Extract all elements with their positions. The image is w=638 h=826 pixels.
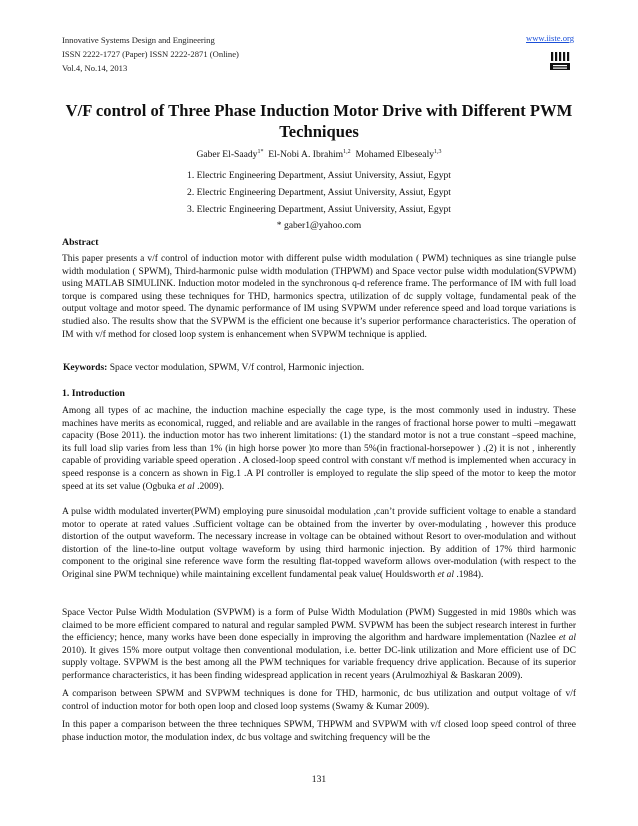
intro-paragraph-2-end: .1984). — [454, 569, 484, 580]
author-line — [62, 149, 576, 160]
journal-name: Innovative Systems Design and Engineering — [62, 35, 215, 45]
page-number: 131 — [311, 774, 327, 785]
keywords-text: Space vector modulation, SPWM, V/f control, Harmonic injection. — [109, 363, 365, 373]
abstract-heading: Abstract — [62, 237, 99, 248]
author-email: * gaber1@yahoo.com — [276, 220, 362, 231]
intro-paragraph-3-text: Space Vector Pulse Width Modulation (SVPWM) is a form of Pulse Width Modulation (PWM) Suggested in mid 1980s which was claimed to be more efficient compared to natural and regular sampled PWM. SVPWM has been the subject research interest in further the efficiency; hence, many works have been done especially in improving the algorithm and hardware implementation (Nazlee — [62, 608, 576, 644]
abstract-text: This paper presents a v/f control of induction motor with different pulse width modulation ( PWM) techniques as sine triangle pulse width modulation ( SPWM), Third-harmonic pulse width modulation (THPWM) and Space vector pulse width modulation(SVPWM) using MATLAB SIMULINK. Induction motor modeled in the synchronous q-d reference frame. The performance of IM with full load torque is compared using these techniques for THD, harmonics spectra, utilization of dc supply voltage, fundamental peak of the output voltage and motor speed. The dynamic performance of IM using SVPWM under reference speed and load torque variations is studied also. The results show that the SVPWM is the efficient one because it’s superior performance characteristics. The operation of IM with v/f method for closed loop system is enhancement when SVPWM technique is applied. — [62, 254, 576, 340]
intro-paragraph-2-etal: et al — [437, 569, 455, 580]
paper-title: V/F control of Three Phase Induction Motor Drive with Different PWM Techniques — [65, 101, 573, 141]
journal-issn: ISSN 2222-1727 (Paper) ISSN 2222-2871 (Online) — [62, 49, 239, 59]
keywords-label: Keywords: — [63, 363, 108, 373]
intro-paragraph-1-text: Among all types of ac machine, the induction machine especially the cage type, is the most commonly used in industry. These machines have merits as economical, rugged, and reliable and are available in the ranges of fractional horse power to multi –megawatt capacity (Bose 2011). the induction motor has two inherent limitations: (1) the standard motor is not a true constant –speed machine, its full load slip varies from less than 1% (in high horse power )to more than 5%(in fractional-horsepower ) .(2) it is not , inherently capable of providing variable speed operation . A closed-loop speed control with constant v/f method is implemented when accuracy in speed response is a concern as shown in Fig.1 .A PI controller is employed to regulate the slip speed of the motor to keep the motor speed at its set value (Ogbuka — [62, 406, 576, 492]
intro-paragraph-2 — [62, 506, 576, 582]
intro-paragraph-3 — [62, 607, 576, 683]
intro-paragraph-1-etal: et al — [178, 481, 195, 492]
author-1: Gaber El-Saady — [196, 149, 258, 161]
intro-paragraph-3-end: 2010). It gives 15% more output voltage then conventional modulation, i.e. better DC-link utilization and More efficient use of DC supply voltage. SVPWM is the best among all the PWM techniques for variable frequency drive application. Because of its superior performance characteristics, it has been finding widespread application in recent years (Arulmozhiyal & Baskaran 2009). — [62, 645, 576, 681]
journal-header — [62, 33, 239, 75]
author-2-sup: 1,2 — [343, 149, 351, 155]
affiliation-1: 1. Electric Engineering Department, Assiut University, Assiut, Egypt — [187, 170, 451, 181]
intro-paragraph-2-text: A pulse width modulated inverter(PWM) employing pure sinusoidal modulation ,can’t provide sufficient voltage to enable a standard motor to operate at rated values .Sufficient voltage can be obtained from the inverter by over-modulating , however this produce distortion of the output waveform. The necessary increase in voltage can be obtained without Resort to over-modulation and without distortion of the line-to-line output voltage waveform by using third harmonic injection. By addition of 17% third harmonic component to the original sine reference wave form the resulting flat-topped waveform allows over-modulation (with respect to the Original sine PWM technique) while maintaining excellent fundamental peak value( Houldsworth — [62, 507, 576, 580]
author-3-sup: 1,3 — [434, 149, 442, 155]
intro-paragraph-1 — [62, 405, 576, 493]
author-3: Mohamed Elbesealy — [355, 149, 435, 161]
iiste-logo — [548, 50, 572, 72]
introduction-heading: 1. Introduction — [62, 388, 125, 399]
intro-paragraph-1-end: .2009). — [194, 481, 224, 492]
author-2: El-Nobi A. Ibrahim — [268, 149, 344, 161]
intro-paragraph-5: In this paper a comparison between the three techniques SPWM, THPWM and SVPWM with v/f closed loop speed control of three phase induction motor, the modulation index, dc bus voltage and switching frequency will be the — [62, 720, 576, 743]
affiliation-2: 2. Electric Engineering Department, Assiut University, Assiut, Egypt — [187, 187, 451, 198]
intro-paragraph-3-etal: et al — [558, 633, 577, 644]
keywords-line — [63, 363, 364, 373]
author-1-sup: 1* — [257, 149, 264, 155]
intro-paragraph-4: A comparison between SPWM and SVPWM techniques is done for THD, harmonic, dc bus utilization and output voltage of v/f control of induction motor for both open loop and closed loop systems (Swamy & Kumar 2009). — [62, 689, 576, 712]
journal-website-link[interactable]: www.iiste.org — [526, 33, 574, 43]
journal-volume: Vol.4, No.14, 2013 — [62, 63, 128, 73]
affiliation-3: 3. Electric Engineering Department, Assiut University, Assiut, Egypt — [187, 204, 451, 215]
